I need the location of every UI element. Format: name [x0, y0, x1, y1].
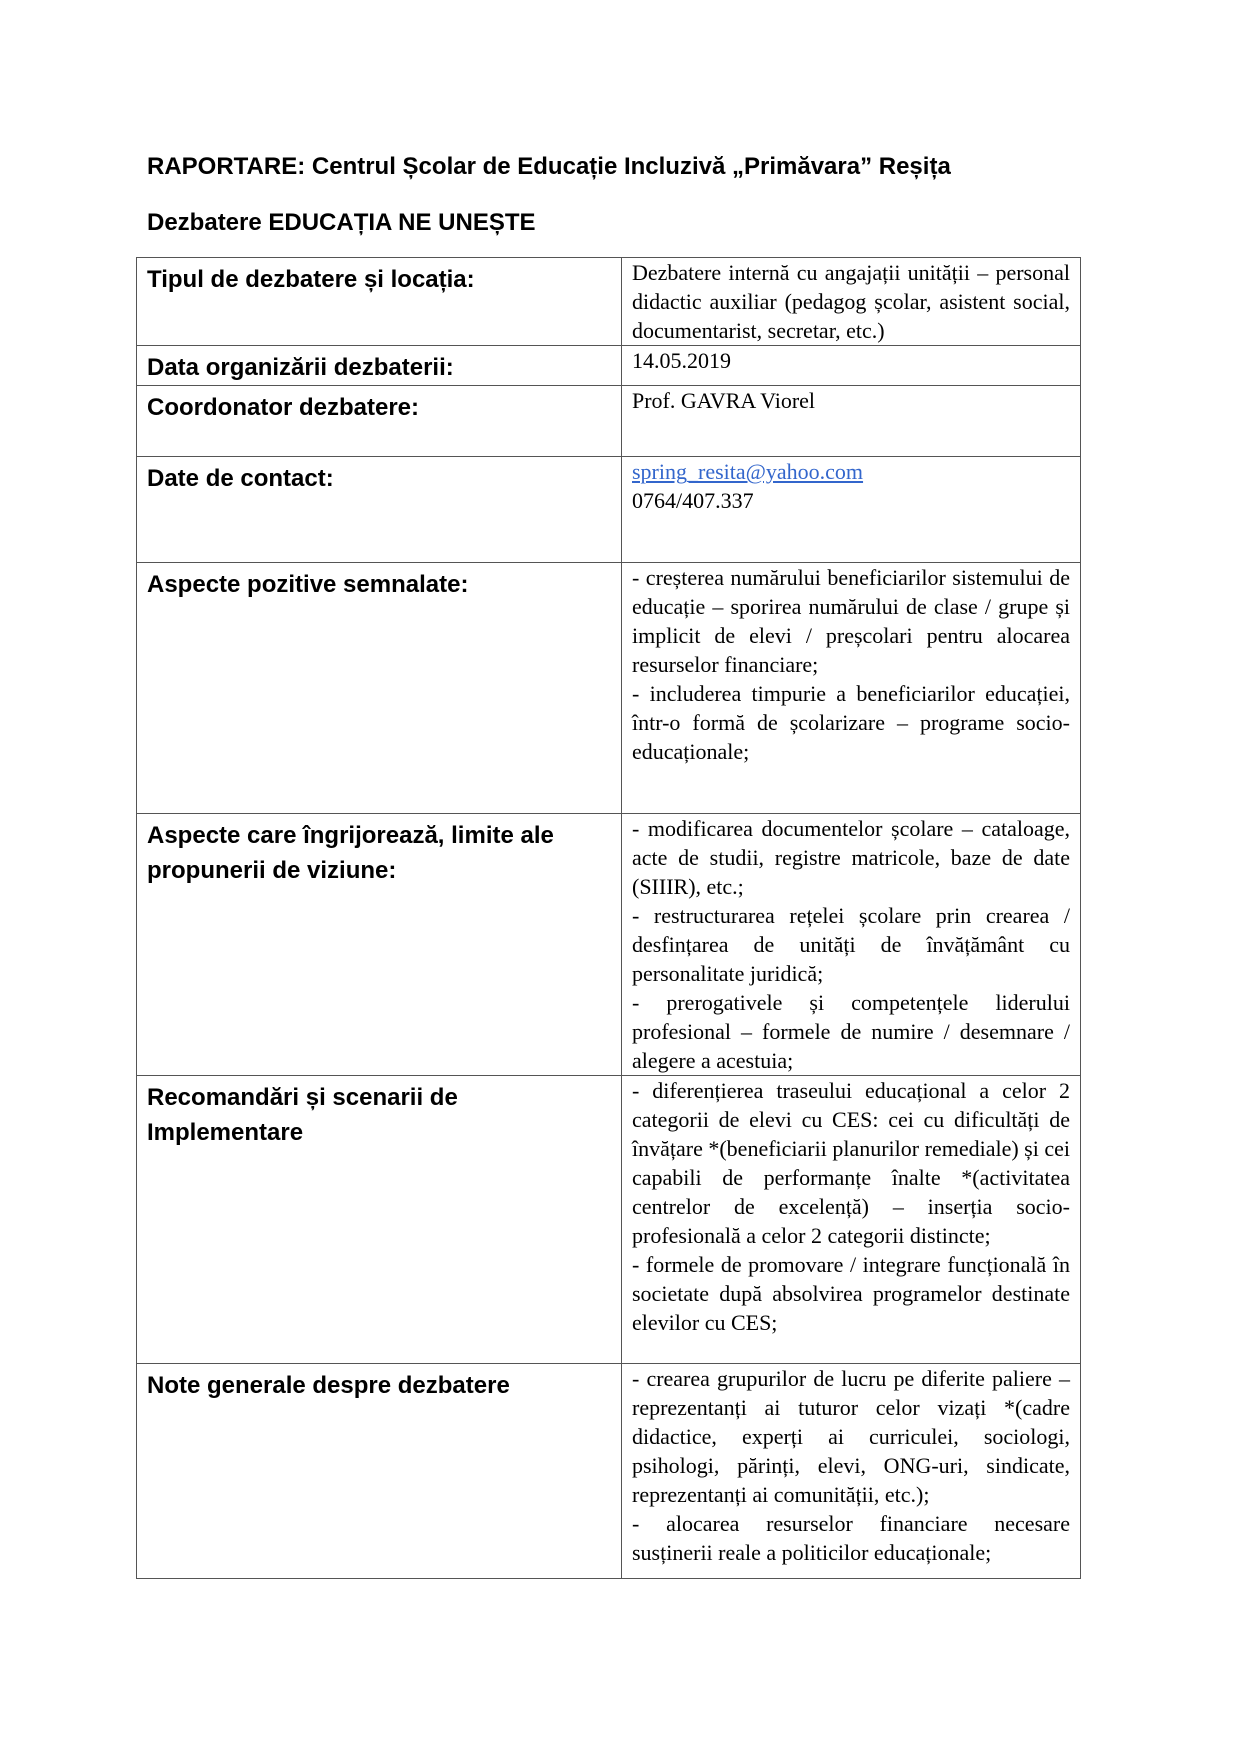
table-row [137, 457, 1081, 563]
row-label: Aspecte care îngrijorează, limite ale propunerii de viziune: [137, 814, 622, 1076]
report-title: RAPORTARE: Centrul Școlar de Educație Incluzivă „Primăvara” Reșița [147, 153, 951, 180]
row-value [622, 1076, 1081, 1364]
row-value [622, 1364, 1081, 1579]
value-paragraph: - modificarea documentelor școlare – cataloage, acte de studii, registre matricole, baze de date (SIIIR), etc.; [632, 816, 1070, 899]
row-value [622, 258, 1081, 346]
table-row [137, 386, 1081, 457]
table-row [137, 346, 1081, 386]
table-row [137, 814, 1081, 1076]
table-row [137, 1076, 1081, 1364]
row-label: Note generale despre dezbatere [137, 1364, 622, 1579]
row-value [622, 346, 1081, 386]
row-label: Date de contact: [137, 457, 622, 563]
report-subtitle: Dezbatere EDUCAȚIA NE UNEȘTE [147, 209, 536, 236]
table-row [137, 563, 1081, 814]
value-paragraph: Prof. GAVRA Viorel [632, 388, 816, 413]
row-label: Tipul de dezbatere și locația: [137, 258, 622, 346]
row-value [622, 814, 1081, 1076]
row-value [622, 457, 1081, 563]
value-paragraph: 14.05.2019 [632, 348, 731, 373]
value-paragraph: - diferențierea traseului educațional a celor 2 categorii de elevi cu CES: cei cu dificultăți de învățare *(beneficiarii planurilor remediale) și cei capabili de performanțe înalte *(activitatea centrelor de excelență) – inserția socio-profesională a celor 2 categorii distincte; [632, 1078, 1070, 1248]
value-paragraph: - crearea grupurilor de lucru pe diferite paliere – reprezentanți ai tuturor celor vizați *(cadre didactice, experți ai curriculei, sociologi, psihologi, părinți, elevi, ONG-uri, sindicate, reprezentanți ai comunității, etc.); [632, 1366, 1070, 1507]
report-table [136, 257, 1081, 1579]
row-value [622, 386, 1081, 457]
value-paragraph: - prerogativele și competențele liderului profesional – formele de numire / desemnare / alegere a acestuia; [632, 990, 1070, 1073]
value-paragraph: - formele de promovare / integrare funcțională în societate după absolvirea programelor destinate elevilor cu CES; [632, 1252, 1070, 1335]
table-row [137, 258, 1081, 346]
row-label: Aspecte pozitive semnalate: [137, 563, 622, 814]
row-value [622, 563, 1081, 814]
value-paragraph: - includerea timpurie a beneficiarilor educației, într-o formă de școlarizare – programe socio-educaționale; [632, 681, 1070, 764]
row-label: Coordonator dezbatere: [137, 386, 622, 457]
table-row [137, 1364, 1081, 1579]
row-label: Recomandări și scenarii de Implementare [137, 1076, 622, 1364]
contact-email-link[interactable]: spring_resita@yahoo.com [632, 459, 864, 484]
value-paragraph: - alocarea resurselor financiare necesare susținerii reale a politicilor educaționale; [632, 1511, 1070, 1565]
value-paragraph: - restructurarea rețelei școlare prin crearea / desfințarea de unități de învățământ cu personalitate juridică; [632, 903, 1070, 986]
value-paragraph: - creșterea numărului beneficiarilor sistemului de educație – sporirea numărului de clase / grupe și implicit de elevi / preșcolari pentru alocarea resurselor financiare; [632, 565, 1070, 677]
value-paragraph: Dezbatere internă cu angajații unității – personal didactic auxiliar (pedagog școlar, asistent social, documentarist, secretar, etc.) [632, 260, 1070, 343]
contact-phone: 0764/407.337 [632, 488, 754, 513]
row-label: Data organizării dezbaterii: [137, 346, 622, 386]
